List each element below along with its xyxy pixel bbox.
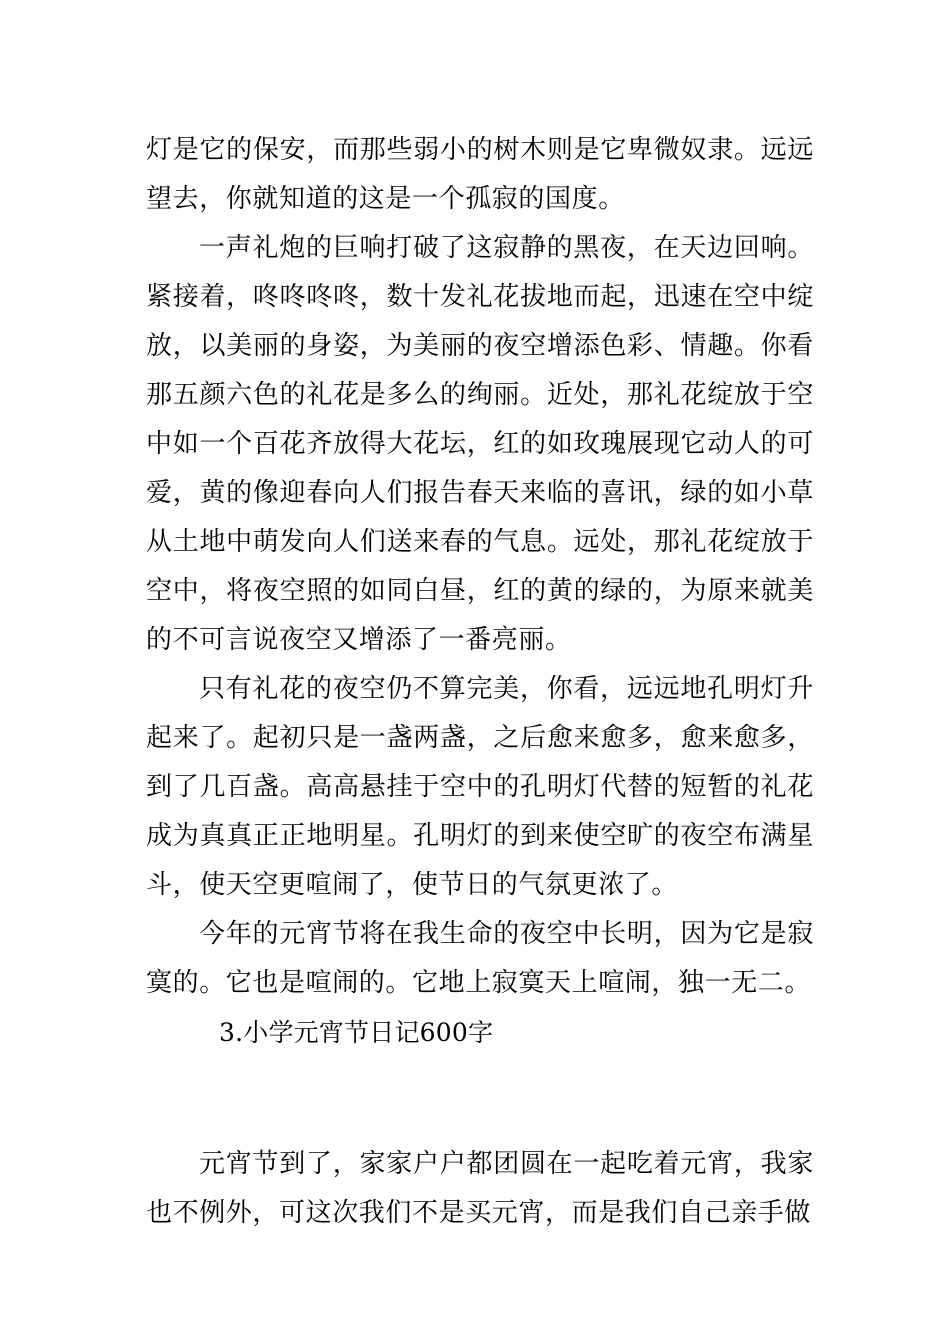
paragraph-sky-lanterns: 只有礼花的夜空仍不算完美，你看，远远地孔明灯升起来了。起初只是一盏两盏，之后愈来愈多，愈来愈多，到了几百盏。高高悬挂于空中的孔明灯代替的短暂的礼花成为真真正正地明星。孔明灯的到来使空旷的夜空布满星斗，使天空更喧闹了，使节日的气氛更浓了。 [146,674,814,900]
paragraph-new-section: 元宵节到了，家家户户都团圆在一起吃着元宵，我家也不例外，可这次我们不是买元宵，而是我们自己亲手做 [146,1149,814,1228]
document-body [146,126,814,1238]
paragraph-continuation: 灯是它的保安，而那些弱小的树木则是它卑微奴隶。远远望去，你就知道的这是一个孤寂的国度。 [146,135,814,214]
paragraph-fireworks: 一声礼炮的巨响打破了这寂静的黑夜，在天边回响。紧接着，咚咚咚咚，数十发礼花拔地而起，迅速在空中绽放，以美丽的身姿，为美丽的夜空增添色彩、情趣。你看那五颜六色的礼花是多么的绚丽。近处，那礼花绽放于空中如一个百花齐放得大花坛，红的如玫瑰展现它动人的可爱，黄的像迎春向人们报告春天来临的喜讯，绿的如小草从土地中萌发向人们送来春的气息。远处，那礼花绽放于空中，将夜空照的如同白昼，红的黄的绿的，为原来就美的不可言说夜空又增添了一番亮丽。 [146,233,814,655]
paragraph-conclusion: 今年的元宵节将在我生命的夜空中长明，因为它是寂寞的。它也是喧闹的。它地上寂寞天上喧闹，独一无二。 [146,919,814,998]
section-heading: 3.小学元宵节日记600字 [219,1018,494,1047]
section-spacer [146,1057,814,1140]
